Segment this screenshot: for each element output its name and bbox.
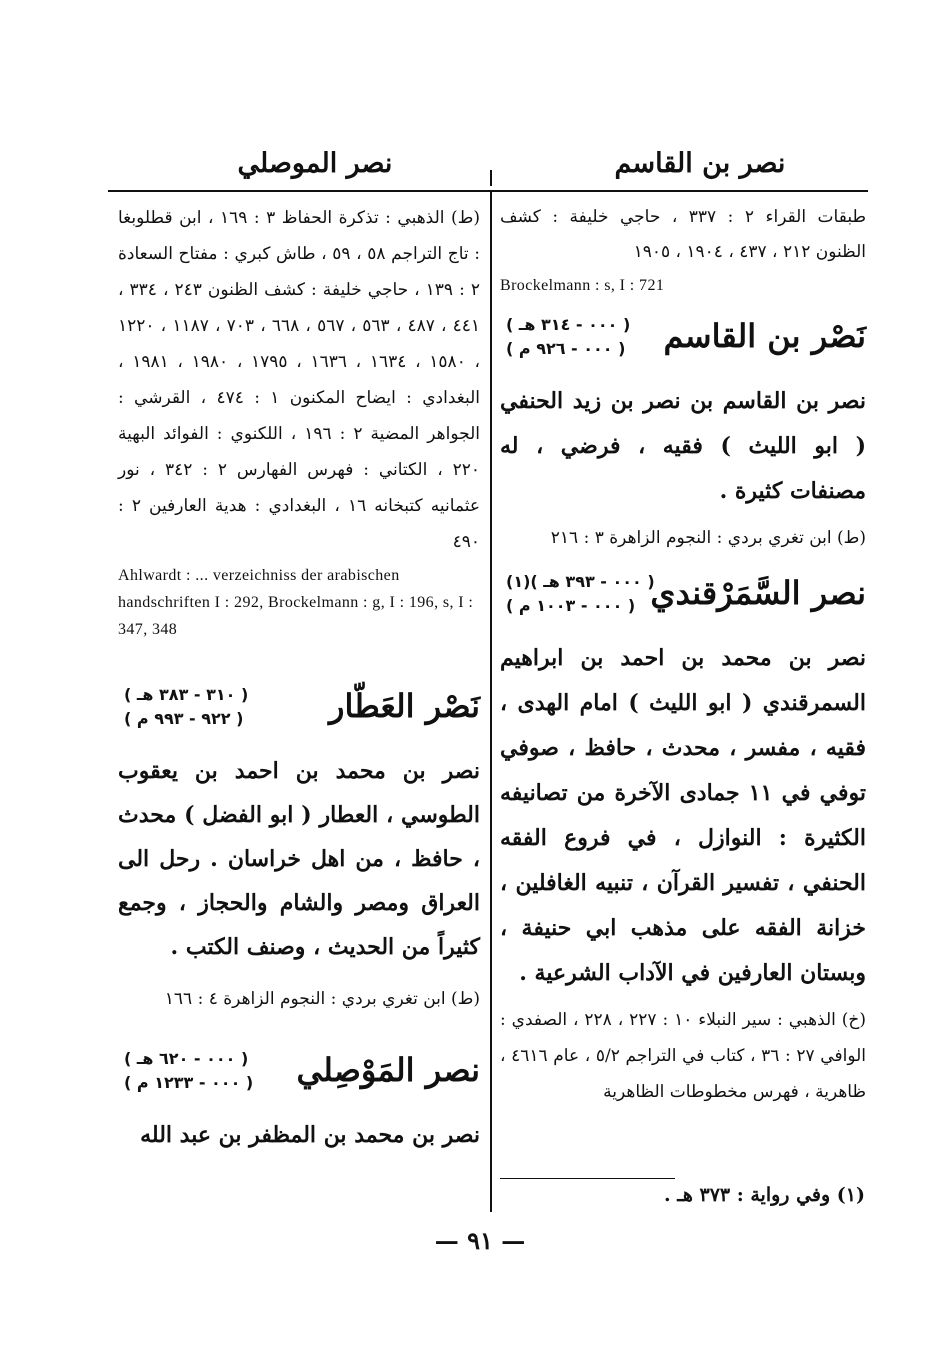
entry-dates [124,1047,253,1095]
date-ce: ( ٠٠٠ - ١٢٣٣ م ) [124,1073,254,1092]
latin-reference: Ahlwardt : ... verzeichniss der arabischen handschriften I : 292, Brockelmann : g, I : 196, s, I : 347, 348 [118,567,474,638]
entry-body: نصر بن محمد بن احمد بن يعقوب الطوسي ، العطار ( ابو الفضل ) محدث ، حافظ ، من اهل خراسان . رحل الى العراق ومصر والشام والحجاز ، وجمع كثيراً من الحديث ، وصنف الكتب . [118,758,480,960]
entry-body: نصر بن محمد بن المظفر بن عبد الله [140,1122,480,1148]
footnote: (١) وفي رواية : ٣٧٣ هـ . [664,1184,865,1206]
footnote-rule [500,1178,675,1179]
continued-references: (ط) الذهبي : تذكرة الحفاظ ٣ : ١٦٩ ، ابن قطلوبغا : تاج التراجم ٥٨ ، ٥٩ ، طاش كبري : مفتاح السعادة ٢ : ١٣٩ ، حاجي خليفة : كشف الظنون ٢٤٣ ، ٣٣٤ ، ٤٤١ ، ٤٨٧ ، ٥٦٣ ، ٥٦٧ ، ٦٦٨ ، ٧٠٣ ، ١١٨٧ ، ١٢٢٠ ، ١٥٨٠ ، ١٦٣٤ ، ١٦٣٦ ، ١٧٩٥ ، ١٩٨٠ ، ١٩٨١ ، البغدادي : ايضاح المكنون ١ : ٤٧٤ ، القرشي : الجواهر المضية ٢ : ١٩٦ ، اللكنوي : الفوائد البهية ٢٢٠ ، الكتاني : فهرس الفهارس ٢ : ٣٤٢ ، نور عثمانيه كتبخانه ١٦ ، البغدادي : هدية العارفين ٢ : ٤٩٠ [118,208,481,552]
entry-body: نصر بن محمد بن احمد بن ابراهيم السمرقندي ( ابو الليث ) امام الهدى ، فقيه ، مفسر ، محدث ، حافظ ، صوفي توفي في ١١ جمادى الآخرة من تصانيفه الكثيرة : النوازل ، في فروع الفقه الحنفي ، تفسير القرآن ، تنبيه الغافلين ، خزانة الفقه على مذهب ابي حنيفة ، وبستان العارفين في الآداب الشرعية . [500,645,866,986]
date-hijri: ( ٠٠٠ - ٦٢٠ هـ ) [124,1049,249,1068]
entry-heading [500,570,866,630]
page-number: — ٩١ — [434,1226,526,1255]
entry-heading [118,1047,480,1107]
header-rule [108,190,868,192]
entry-heading [500,313,866,373]
column-divider [490,192,492,1212]
date-hijri: ( ٣١٠ - ٣٨٣ هـ ) [124,685,249,704]
entry-heading [118,683,480,743]
date-hijri: ( ٠٠٠ - ٣١٤ هـ ) [506,315,631,334]
date-ce: ( ٠٠٠ - ٩٢٦ م ) [506,339,626,358]
latin-reference: Brockelmann : s, I : 721 [500,277,665,294]
entry-name: نصر السَّمَرْقندي [650,574,866,612]
entry-name: نَصْر بن القاسم [663,317,866,355]
date-hijri: (١)( ٠٠٠ - ٣٩٣ هـ ) [506,572,655,591]
entry-body: نصر بن القاسم بن نصر بن زيد الحنفي ( ابو الليث ) فقيه ، فرضي ، له مصنفات كثيرة . [500,388,866,504]
entry-references: (خ) الذهبي : سير النبلاء ١٠ : ٢٢٧ ، ٢٢٨ ، الصفدي : الوافي ٢٧ : ٣٦ ، كتاب في التراجم ٥/٢ ، عام ٤٦١٦ ، ظاهرية ، فهرس مخطوطات الظاهرية [500,1010,867,1102]
entry-name: نصر المَوْصِلي [296,1051,480,1089]
left-column [118,200,480,1157]
right-column [500,200,866,1110]
continued-references: طبقات القراء ٢ : ٣٣٧ ، حاجي خليفة : كشف الظنون ٢١٢ ، ٤٣٧ ، ١٩٠٤ ، ١٩٠٥ [500,207,866,262]
header-divider-mark [490,170,492,186]
running-header-left: نصر الموصلي [237,148,393,179]
entry-dates [506,570,655,618]
entry-references: (ط) ابن تغري بردي : النجوم الزاهرة ٣ : ٢١٦ [550,528,866,548]
date-ce: ( ٠٠٠ - ١٠٠٣ م ) [506,596,636,615]
running-header-right: نصر بن القاسم [614,148,786,179]
entry-references: (ط) ابن تغري بردي : النجوم الزاهرة ٤ : ١٦٦ [164,989,480,1009]
date-ce: ( ٩٢٢ - ٩٩٣ م ) [124,709,244,728]
entry-dates [124,683,248,731]
entry-name: نَصْر العَطّار [329,687,480,725]
entry-dates [506,313,630,361]
